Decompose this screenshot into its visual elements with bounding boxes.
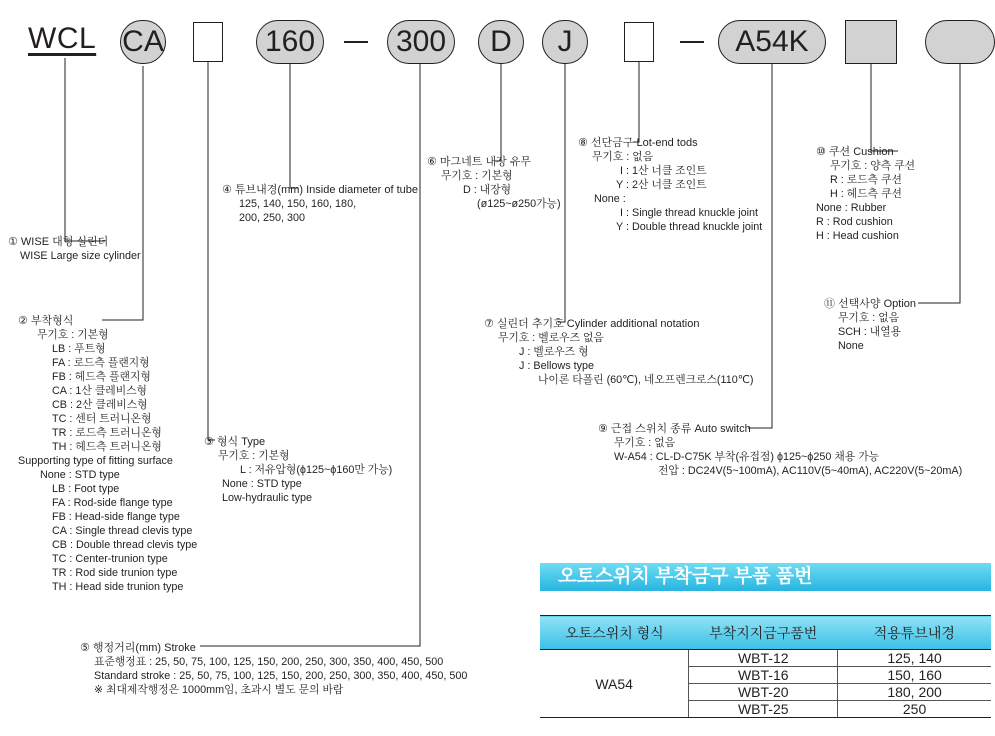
section-5 (80, 641, 467, 697)
section-3-line: None : STD type (222, 478, 302, 490)
section-2-line-en: FA : Rod-side flange type (52, 497, 173, 509)
section-2-line: TC : 센터 트러니온형 (52, 413, 152, 425)
section-2-line-en: TR : Rod side trunion type (52, 567, 178, 579)
leader-4 (290, 62, 298, 188)
leader-10 (871, 62, 898, 151)
section-2-line-en: LB : Foot type (52, 483, 120, 495)
section-6-line: (ø125~ø250가능) (477, 198, 561, 210)
cell-part: WBT-16 (689, 667, 838, 684)
section-2-line: CB : 2산 클레비스형 (52, 399, 148, 411)
header-bracket-part: 부착지지금구품번 (689, 616, 838, 650)
addition-code: J (542, 20, 588, 64)
section-2-line-en: None : STD type (40, 469, 120, 481)
cushion-box (845, 20, 897, 64)
dash-2 (680, 41, 704, 43)
section-9 (598, 422, 962, 478)
bore-code: 160 (256, 20, 324, 64)
section-2-line-en: TC : Center-trunion type (52, 553, 168, 565)
section-8-line: Y : 2산 너클 조인트 (616, 179, 707, 191)
section-4-line: 125, 140, 150, 160, 180, (239, 198, 357, 210)
section-3-line: Low-hydraulic type (222, 492, 313, 504)
leader-6 (495, 62, 501, 161)
section-2-line-en: TH : Head side trunion type (52, 581, 184, 593)
leader-2 (102, 66, 143, 320)
section-3-title: ③ 형식 Type (204, 436, 266, 448)
section-6-line: 무기호 : 기본형 (441, 170, 513, 182)
section-11-line: SCH : 내열용 (838, 326, 902, 338)
section-10 (816, 145, 915, 243)
section-8-line: 무기호 : 없음 (592, 151, 654, 163)
option-pill (925, 20, 995, 64)
section-11-line: None (838, 340, 864, 352)
section-8-title: ⑧ 선단금구 Lot-end tods (578, 137, 698, 149)
section-4 (222, 183, 418, 225)
parts-table (540, 615, 991, 718)
cell-part: WBT-25 (689, 701, 838, 718)
section-10-line: H : Head cushion (816, 230, 899, 242)
type-box (193, 22, 223, 62)
section-1 (8, 235, 141, 263)
stroke-code: 300 (387, 20, 455, 64)
switch-code: A54K (718, 20, 826, 64)
section-7-line: J : Bellows type (519, 360, 595, 372)
leader-1 (65, 58, 105, 241)
cell-bore: 125, 140 (838, 650, 991, 667)
section-8-line: I : Single thread knuckle joint (620, 207, 759, 219)
section-2-line: CA : 1산 클레비스형 (52, 385, 147, 397)
cell-part: WBT-12 (689, 650, 838, 667)
section-11-line: 무기호 : 없음 (838, 312, 900, 324)
section-2-line: FA : 로드측 플랜지형 (52, 357, 150, 369)
leader-5 (200, 62, 420, 646)
model-prefix: WCL (28, 22, 97, 55)
table-row (540, 650, 991, 667)
magnet-code: D (478, 20, 524, 64)
section-2-line-en: CA : Single thread clevis type (52, 525, 193, 537)
dash-1 (344, 41, 368, 43)
cell-switch-type: WA54 (540, 650, 689, 718)
section-6-title: ⑥ 마그네트 내장 유무 (427, 156, 532, 168)
section-2-line: FB : 헤드측 플랜지형 (52, 371, 151, 383)
cell-bore: 180, 200 (838, 684, 991, 701)
section-7-title: ⑦ 실린더 추기호 Cylinder additional notation (484, 318, 700, 330)
section-11 (824, 297, 916, 353)
section-2 (18, 314, 197, 594)
section-10-line: R : 로드측 쿠션 (830, 174, 902, 186)
table-header-row (540, 616, 991, 650)
section-9-line: 무기호 : 없음 (614, 437, 676, 449)
rod-end-box (624, 22, 654, 62)
header-switch-type: 오토스위치 형식 (540, 616, 689, 650)
section-9-title: ⑨ 근접 스위치 종류 Auto switch (598, 423, 751, 435)
parts-table-title: 오토스위치 부착금구 부품 품번 (540, 563, 991, 591)
cell-bore: 150, 160 (838, 667, 991, 684)
section-9-line: W-A54 : CL-D-C75K 부착(유접점) ϕ125~ϕ250 채용 가능 (614, 451, 880, 463)
section-2-line-en: CB : Double thread clevis type (52, 539, 198, 551)
cell-bore: 250 (838, 701, 991, 718)
section-7-line: 무기호 : 벨로우즈 없음 (498, 332, 604, 344)
section-2-line: TH : 헤드측 트러니온형 (52, 441, 162, 453)
section-7-line: J : 벨로우즈 형 (519, 346, 589, 358)
section-2-line-en: FB : Head-side flange type (52, 511, 180, 523)
leader-8 (633, 62, 639, 142)
leader-11 (918, 62, 960, 303)
section-8-line: None : (594, 193, 626, 205)
section-2-line: LB : 푸트형 (52, 343, 106, 355)
cell-part: WBT-20 (689, 684, 838, 701)
section-2-line: 무기호 : 기본형 (37, 329, 109, 341)
leader-3 (208, 58, 215, 440)
section-2-title: ② 부착형식 (18, 315, 74, 327)
section-5-line: Standard stroke : 25, 50, 75, 100, 125, 150, 200, 250, 300, 350, 400, 450, 500 (94, 670, 468, 682)
section-10-line: None : Rubber (816, 202, 887, 214)
section-4-line: 200, 250, 300 (239, 212, 306, 224)
section-2-subtitle: Supporting type of fitting surface (18, 455, 173, 467)
section-11-title: ⑪ 선택사양 Option (824, 298, 917, 310)
section-5-note: ※ 최대제작행정은 1000mm임, 초과시 별도 문의 바람 (94, 684, 344, 696)
section-5-title: ⑤ 행정거리(mm) Stroke (80, 642, 196, 654)
section-4-title: ④ 튜브내경(mm) Inside diameter of tube (222, 184, 419, 196)
section-1-line: WISE Large size cylinder (20, 250, 141, 262)
section-8-line: I : 1산 너클 조인트 (620, 165, 707, 177)
mount-code: CA (120, 20, 166, 64)
section-7 (484, 317, 753, 387)
section-10-line: 무기호 : 양측 쿠션 (830, 160, 916, 172)
section-10-title: ⑩ 쿠션 Cushion (816, 146, 894, 158)
section-3 (204, 435, 392, 505)
section-8 (578, 136, 762, 234)
section-10-line: R : Rod cushion (816, 216, 893, 228)
header-tube-bore: 적용튜브내경 (838, 616, 991, 650)
section-5-line: 표준행정표 : 25, 50, 75, 100, 125, 150, 200, 250, 300, 350, 400, 450, 500 (94, 656, 444, 668)
section-6-line: D : 내장형 (463, 184, 512, 196)
section-3-line: L : 저유압형(ϕ125~ϕ160만 가능) (240, 464, 393, 476)
section-9-line: 전압 : DC24V(5~100mA), AC110V(5~40mA), AC220V(5~20mA) (658, 465, 963, 477)
section-6 (427, 155, 561, 211)
section-8-line: Y : Double thread knuckle joint (616, 221, 763, 233)
section-10-line: H : 헤드측 쿠션 (830, 188, 902, 200)
section-2-line: TR : 로드측 트러니온형 (52, 427, 162, 439)
section-1-title: ① WISE 대형 실린더 (8, 236, 109, 248)
section-7-line: 나이론 타폴린 (60℃), 네오프렌크로스(110℃) (538, 374, 754, 386)
section-3-line: 무기호 : 기본형 (218, 450, 290, 462)
